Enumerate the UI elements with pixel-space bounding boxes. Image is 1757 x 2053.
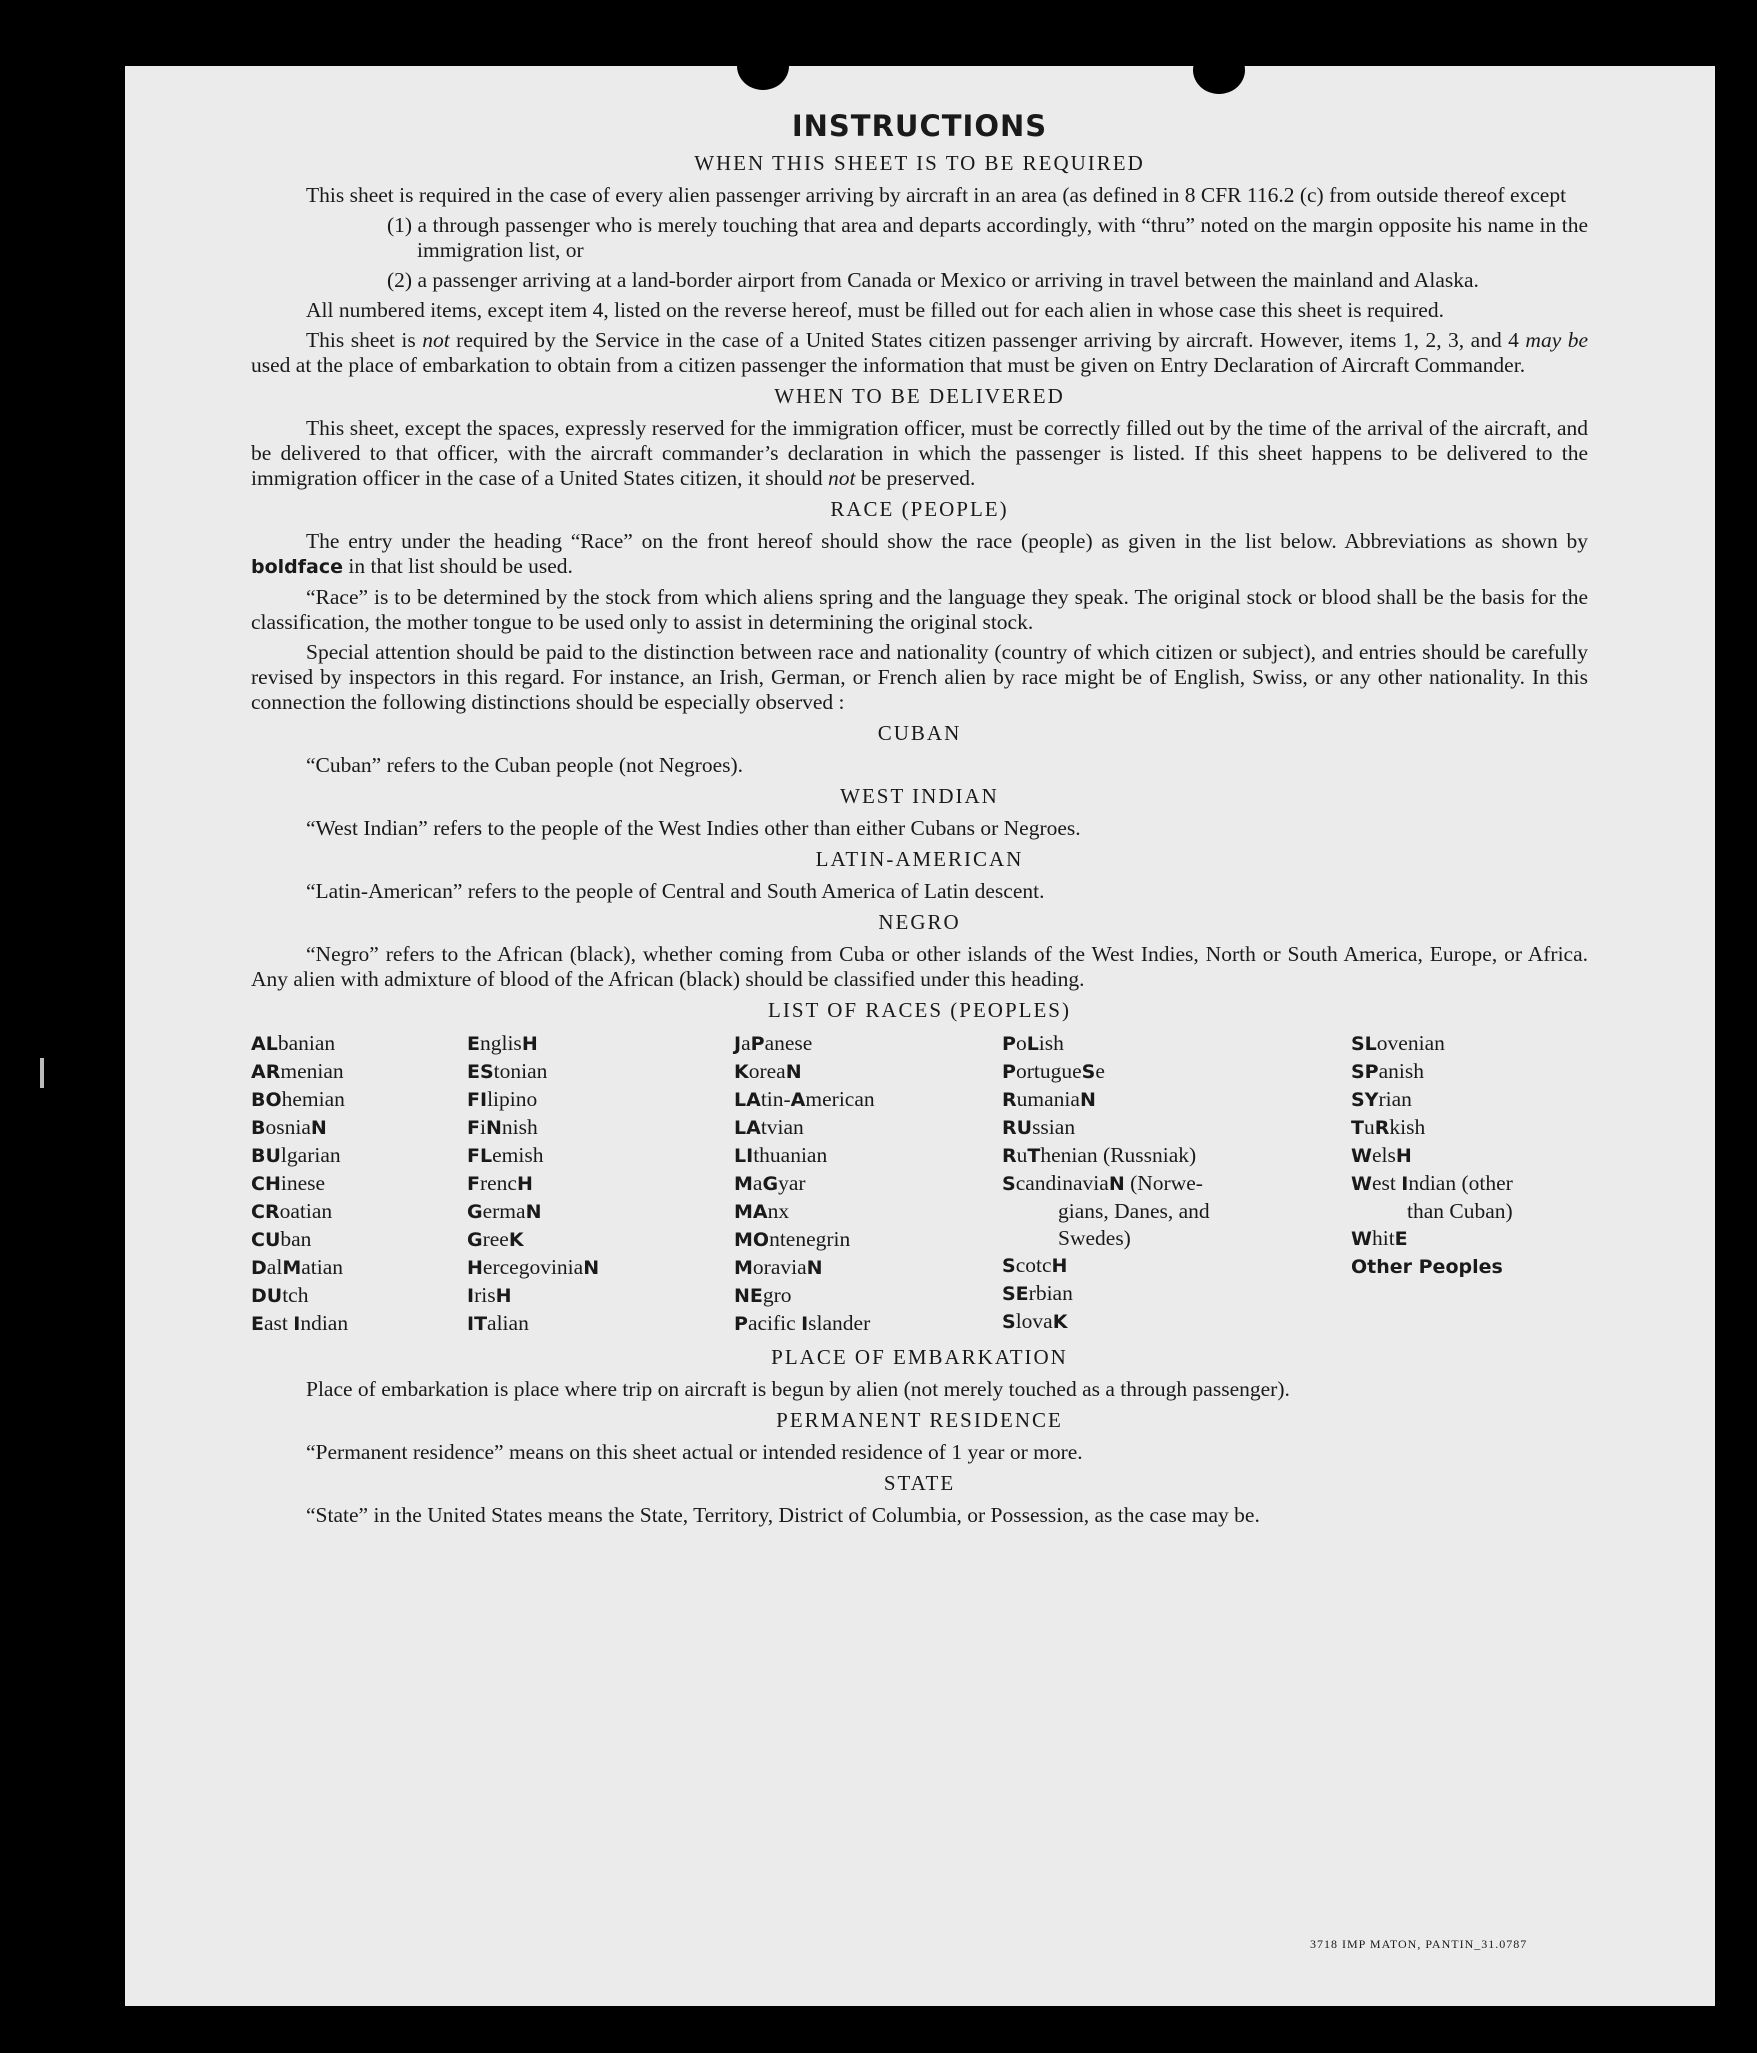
race-entry <box>251 1310 467 1338</box>
heading-when-delivered: WHEN TO BE DELIVERED <box>774 384 1065 408</box>
punch-hole-right <box>1193 46 1245 94</box>
races-column-2 <box>467 1030 734 1338</box>
race-abbreviation: R <box>1002 1145 1017 1167</box>
race-abbreviation: E <box>251 1313 264 1335</box>
race-text: rian <box>1378 1087 1412 1111</box>
race-abbreviation: H <box>521 1033 538 1055</box>
race-abbreviation: R <box>1374 1117 1390 1139</box>
exception-item-1: (1) a through passenger who is merely touching that area and departs accordingly, with “thru” noted on the margin opposite his name in the immigration list, or <box>387 213 1588 262</box>
race-text: e <box>1095 1059 1105 1083</box>
race-abbreviation: I <box>1401 1173 1409 1195</box>
race-text: al <box>266 1255 283 1279</box>
race-abbreviation: B <box>251 1117 266 1139</box>
race-text: tin- <box>760 1087 791 1111</box>
race-abbreviation: R <box>1002 1089 1017 1111</box>
race-text: anish <box>1378 1059 1424 1083</box>
race-abbreviation: SE <box>1002 1283 1029 1305</box>
race-abbreviation: M <box>734 1257 753 1279</box>
race-text: nglis <box>479 1031 522 1055</box>
race-entry <box>467 1030 734 1058</box>
race-entry <box>734 1170 1002 1198</box>
heading-west-indian: WEST INDIAN <box>840 784 999 808</box>
race-entry <box>1351 1114 1588 1142</box>
race-entry <box>1002 1058 1351 1086</box>
race-text: atian <box>301 1255 344 1279</box>
race-abbreviation: RU <box>1002 1117 1033 1139</box>
race-entry <box>251 1170 467 1198</box>
race-text: acific <box>747 1311 802 1335</box>
heading-negro: NEGRO <box>878 910 961 934</box>
heading-race: RACE (PEOPLE) <box>830 497 1009 521</box>
race-text: Swedes) <box>1058 1226 1131 1250</box>
race-abbreviation: F <box>467 1173 480 1195</box>
race-abbreviation: AR <box>251 1061 281 1083</box>
race-entry <box>1002 1170 1351 1198</box>
race-abbreviation: N <box>310 1117 327 1139</box>
race-abbreviation: LI <box>734 1145 754 1167</box>
race-entry <box>734 1114 1002 1142</box>
race-abbreviation: J <box>734 1033 742 1055</box>
race-text: ris <box>474 1283 496 1307</box>
race-entry <box>1002 1198 1351 1225</box>
race-abbreviation: W <box>1351 1228 1372 1250</box>
race-text: oatian <box>279 1199 333 1223</box>
race-entry <box>251 1226 467 1254</box>
heading-when-required: WHEN THIS SHEET IS TO BE REQUIRED <box>694 151 1145 175</box>
race-entry <box>251 1142 467 1170</box>
race-abbreviation: W <box>1351 1145 1372 1167</box>
race-abbreviation: S <box>1081 1061 1096 1083</box>
punch-hole-left <box>737 42 789 90</box>
race-text: hemian <box>281 1087 345 1111</box>
race-abbreviation: ES <box>467 1061 494 1083</box>
race-entry <box>1351 1030 1588 1058</box>
race-abbreviation: SL <box>1351 1033 1377 1055</box>
race-entry <box>734 1254 1002 1282</box>
race-abbreviation: P <box>1002 1061 1016 1083</box>
race-abbreviation: Other Peoples <box>1351 1256 1503 1278</box>
race-text: ree <box>482 1227 509 1251</box>
race-entry <box>251 1198 467 1226</box>
race-text: slander <box>808 1311 871 1335</box>
race-entry <box>467 1226 734 1254</box>
race-entry <box>1351 1225 1588 1253</box>
race-abbreviation: E <box>467 1033 480 1055</box>
race-entry <box>734 1142 1002 1170</box>
races-column-5 <box>1351 1030 1588 1338</box>
race-abbreviation: CH <box>251 1173 281 1195</box>
race-abbreviation: SY <box>1351 1089 1379 1111</box>
race-text: rbian <box>1028 1281 1073 1305</box>
race-abbreviation: BU <box>251 1145 281 1167</box>
race-text: umania <box>1016 1087 1080 1111</box>
race-text: thuanian <box>753 1143 828 1167</box>
race-text: candinavia <box>1015 1171 1109 1195</box>
race-abbreviation: T <box>1027 1145 1041 1167</box>
race-entry <box>467 1114 734 1142</box>
race-abbreviation: G <box>762 1173 779 1195</box>
race-entry <box>251 1058 467 1086</box>
heading-cuban: CUBAN <box>877 721 962 745</box>
race-entry <box>1002 1252 1351 1280</box>
race-abbreviation: I <box>467 1285 475 1307</box>
race-abbreviation: N <box>1079 1089 1096 1111</box>
race-abbreviation: F <box>467 1117 480 1139</box>
race-text: henian (Russniak) <box>1040 1143 1197 1167</box>
race-abbreviation: P <box>1002 1033 1016 1055</box>
race-entry <box>734 1030 1002 1058</box>
race-abbreviation: H <box>1395 1145 1412 1167</box>
race-text: (Norwe- <box>1124 1171 1203 1195</box>
race-abbreviation: S <box>1002 1311 1016 1333</box>
race-text: than Cuban) <box>1407 1199 1513 1223</box>
race-abbreviation: K <box>508 1229 524 1251</box>
race-text: nish <box>501 1115 538 1139</box>
race-entry <box>467 1086 734 1114</box>
printer-imprint: 3718 IMP MATON, PANTIN_31.0787 <box>1310 1937 1528 1951</box>
race-text: erma <box>482 1199 526 1223</box>
race-abbreviation: LA <box>734 1089 761 1111</box>
race-abbreviation: T <box>1351 1117 1364 1139</box>
race-entry <box>1002 1225 1351 1252</box>
race-text: menian <box>280 1059 344 1083</box>
race-text: tvian <box>760 1115 804 1139</box>
paragraph: “Permanent residence” means on this sheet actual or intended residence of 1 year or more. <box>306 1440 1083 1464</box>
emphasis: not <box>827 466 856 490</box>
race-entry <box>734 1282 1002 1310</box>
race-abbreviation: BO <box>251 1089 282 1111</box>
text-run: This sheet is <box>306 328 416 352</box>
document-body <box>251 108 1588 1533</box>
race-abbreviation: G <box>467 1229 483 1251</box>
race-text: u <box>1363 1115 1375 1139</box>
race-text: orea <box>748 1059 786 1083</box>
race-abbreviation: H <box>516 1173 533 1195</box>
race-entry <box>1351 1086 1588 1114</box>
race-text: a <box>752 1171 763 1195</box>
race-text: alian <box>487 1311 529 1335</box>
race-text: ssian <box>1032 1115 1076 1139</box>
race-text: ban <box>280 1227 312 1251</box>
race-text: lipino <box>487 1087 538 1111</box>
race-abbreviation: D <box>251 1257 267 1279</box>
race-text: a <box>741 1031 751 1055</box>
race-abbreviation: I <box>293 1313 301 1335</box>
race-entry <box>1002 1030 1351 1058</box>
race-entry <box>1002 1086 1351 1114</box>
race-text: ortugue <box>1015 1059 1082 1083</box>
race-abbreviation: N <box>1108 1173 1125 1195</box>
race-text: tonian <box>493 1059 548 1083</box>
race-abbreviation: P <box>750 1033 765 1055</box>
race-entry <box>734 1058 1002 1086</box>
race-entry <box>734 1198 1002 1226</box>
paragraph: All numbered items, except item 4, listed on the reverse hereof, must be filled out for each alien in whose case this sheet is required. <box>306 298 1444 322</box>
race-text: lgarian <box>280 1143 341 1167</box>
margin-mark <box>40 1058 44 1088</box>
race-abbreviation: CU <box>251 1229 281 1251</box>
emphasis: not <box>422 328 450 352</box>
paragraph: “West Indian” refers to the people of the West Indies other than either Cubans or Negroes. <box>306 816 1081 840</box>
text-run: be preserved. <box>860 466 976 490</box>
race-abbreviation: NE <box>734 1285 763 1307</box>
race-text: cotc <box>1015 1253 1052 1277</box>
race-entry <box>251 1254 467 1282</box>
race-text: banian <box>277 1031 336 1055</box>
paragraph: This sheet is required in the case of every alien passenger arriving by aircraft in an area (as defined in 8 CFR 116.2 (c) from outside thereof except <box>306 183 1567 207</box>
race-abbreviation: N <box>485 1117 502 1139</box>
race-text: ish <box>1038 1031 1064 1055</box>
race-text: oravia <box>752 1255 807 1279</box>
race-entry <box>1002 1142 1351 1170</box>
race-text: lova <box>1015 1309 1053 1333</box>
race-text: merican <box>805 1087 875 1111</box>
race-text: i <box>479 1115 486 1139</box>
race-abbreviation: W <box>1351 1173 1372 1195</box>
race-entry <box>251 1282 467 1310</box>
race-entry <box>1002 1280 1351 1308</box>
race-abbreviation: E <box>1394 1228 1408 1250</box>
race-text: osnia <box>265 1115 311 1139</box>
race-entry <box>734 1310 1002 1338</box>
race-abbreviation: N <box>583 1257 600 1279</box>
race-text: gro <box>762 1283 792 1307</box>
race-text: u <box>1016 1143 1028 1167</box>
race-abbreviation: N <box>525 1201 542 1223</box>
page-title: INSTRUCTIONS <box>791 109 1048 143</box>
race-abbreviation: K <box>1052 1311 1068 1333</box>
race-entry <box>467 1310 734 1338</box>
race-entry <box>251 1086 467 1114</box>
paragraph: “Cuban” refers to the Cuban people (not Negroes). <box>306 753 744 777</box>
race-abbreviation: I <box>801 1313 809 1335</box>
race-abbreviation: IT <box>467 1313 488 1335</box>
race-abbreviation: DU <box>251 1285 283 1307</box>
race-entry <box>734 1086 1002 1114</box>
race-text: renc <box>479 1171 517 1195</box>
paragraph: “Race” is to be determined by the stock from which aliens spring and the language they speak. The original stock or blood shall be the basis for the classification, the mother tongue to be used only to assist in determining the original stock. <box>251 585 1588 634</box>
race-text: kish <box>1389 1115 1426 1139</box>
race-text: o <box>1015 1031 1027 1055</box>
race-abbreviation: S <box>1002 1255 1016 1277</box>
race-entry <box>1351 1170 1588 1198</box>
race-abbreviation: AL <box>251 1033 278 1055</box>
paragraph <box>251 416 1588 491</box>
race-text: ndian (other <box>1408 1171 1513 1195</box>
race-text: ast <box>263 1311 294 1335</box>
race-abbreviation: N <box>785 1061 802 1083</box>
race-text: est <box>1371 1171 1402 1195</box>
race-abbreviation: SP <box>1351 1061 1379 1083</box>
text-run: used at the place of embarkation to obtain from a citizen passenger the information that must be given on Entry Declaration of Aircraft Commander. <box>251 353 1526 377</box>
race-abbreviation: H <box>1051 1255 1068 1277</box>
race-entry <box>251 1114 467 1142</box>
race-abbreviation: M <box>734 1173 753 1195</box>
race-text: inese <box>280 1171 326 1195</box>
text-run: This sheet, except the spaces, expressly reserved for the immigration officer, must be correctly filled out by the time of the arrival of the aircraft, and be delivered to that officer, with the aircraft commander’s declaration in which the passenger is listed. If this sheet happens to be delivered to the immigration officer in the case of a United States citizen, it should <box>251 416 1588 490</box>
race-abbreviation: M <box>282 1257 302 1279</box>
race-abbreviation: H <box>495 1285 512 1307</box>
race-text: hit <box>1371 1226 1395 1250</box>
races-column-1 <box>251 1030 467 1338</box>
text-run: required by the Service in the case of a United States citizen passenger arriving by aircraft. However, items 1, 2, 3, and 4 <box>456 328 1519 352</box>
race-text: emish <box>492 1143 544 1167</box>
race-abbreviation: FI <box>467 1089 488 1111</box>
race-entry <box>467 1142 734 1170</box>
text-run: in that list should be used. <box>348 554 573 578</box>
heading-latin-american: LATIN-AMERICAN <box>815 847 1024 871</box>
race-entry <box>467 1254 734 1282</box>
race-text: ovenian <box>1376 1031 1445 1055</box>
boldface-word: boldface <box>251 556 344 578</box>
race-entry <box>467 1170 734 1198</box>
race-abbreviation: MA <box>734 1201 768 1223</box>
race-abbreviation: LA <box>734 1117 761 1139</box>
heading-permanent-residence: PERMANENT RESIDENCE <box>776 1408 1063 1432</box>
race-text: tch <box>282 1283 309 1307</box>
race-text: yar <box>778 1171 806 1195</box>
race-entry <box>467 1198 734 1226</box>
race-abbreviation: A <box>790 1089 806 1111</box>
race-abbreviation: FL <box>467 1145 493 1167</box>
exception-item-2: (2) a passenger arriving at a land-border airport from Canada or Mexico or arriving in travel between the mainland and Alaska. <box>387 268 1479 292</box>
paragraph: “Negro” refers to the African (black), whether coming from Cuba or other islands of the West Indies, North or South America, Europe, or Africa. Any alien with admixture of blood of the African (black) should be classified under this heading. <box>251 942 1588 991</box>
paragraph: “Latin-American” refers to the people of Central and South America of Latin descent. <box>306 879 1045 903</box>
race-abbreviation: L <box>1026 1033 1039 1055</box>
race-text: ntenegrin <box>769 1227 851 1251</box>
race-entry <box>467 1058 734 1086</box>
race-abbreviation: S <box>1002 1173 1016 1195</box>
races-list <box>251 1030 1588 1338</box>
text-run: The entry under the heading “Race” on the front hereof should show the race (people) as given in the list below. Abbreviations as shown by <box>306 529 1588 553</box>
paragraph: Place of embarkation is place where trip on aircraft is begun by alien (not merely touched as a through passenger). <box>306 1377 1290 1401</box>
race-entry <box>1002 1308 1351 1336</box>
race-entry <box>1351 1058 1588 1086</box>
race-entry <box>734 1226 1002 1254</box>
race-entry <box>467 1282 734 1310</box>
race-text: anese <box>764 1031 813 1055</box>
race-abbreviation: P <box>734 1313 748 1335</box>
race-abbreviation: CR <box>251 1201 280 1223</box>
race-abbreviation: N <box>806 1257 823 1279</box>
heading-state: STATE <box>883 1471 956 1495</box>
heading-embarkation: PLACE OF EMBARKATION <box>771 1345 1068 1369</box>
race-text: ndian <box>300 1311 349 1335</box>
race-text: ercegovinia <box>482 1255 584 1279</box>
heading-list-of-races: LIST OF RACES (PEOPLES) <box>768 998 1071 1022</box>
races-column-3 <box>734 1030 1002 1338</box>
race-text: els <box>1371 1143 1396 1167</box>
race-text: nx <box>767 1199 790 1223</box>
paragraph: “State” in the United States means the State, Territory, District of Columbia, or Possession, as the case may be. <box>306 1503 1260 1527</box>
paragraph <box>251 328 1588 378</box>
race-text: gians, Danes, and <box>1058 1199 1210 1223</box>
race-entry <box>1351 1198 1588 1225</box>
race-abbreviation: K <box>734 1061 749 1083</box>
race-entry <box>1351 1142 1588 1170</box>
race-abbreviation: MO <box>734 1229 770 1251</box>
races-column-4 <box>1002 1030 1351 1338</box>
race-abbreviation: G <box>467 1201 483 1223</box>
race-entry <box>1351 1253 1588 1281</box>
paragraph: Special attention should be paid to the distinction between race and nationality (country of which citizen or subject), and entries should be carefully revised by inspectors in this regard. For instance, an Irish, German, or French alien by race might be of English, Swiss, or any other nationality. In this connection the following distinctions should be especially observed : <box>251 640 1588 714</box>
race-abbreviation: H <box>467 1257 483 1279</box>
race-entry <box>251 1030 467 1058</box>
emphasis: may be <box>1525 328 1589 352</box>
race-entry <box>1002 1114 1351 1142</box>
paragraph <box>251 529 1588 580</box>
